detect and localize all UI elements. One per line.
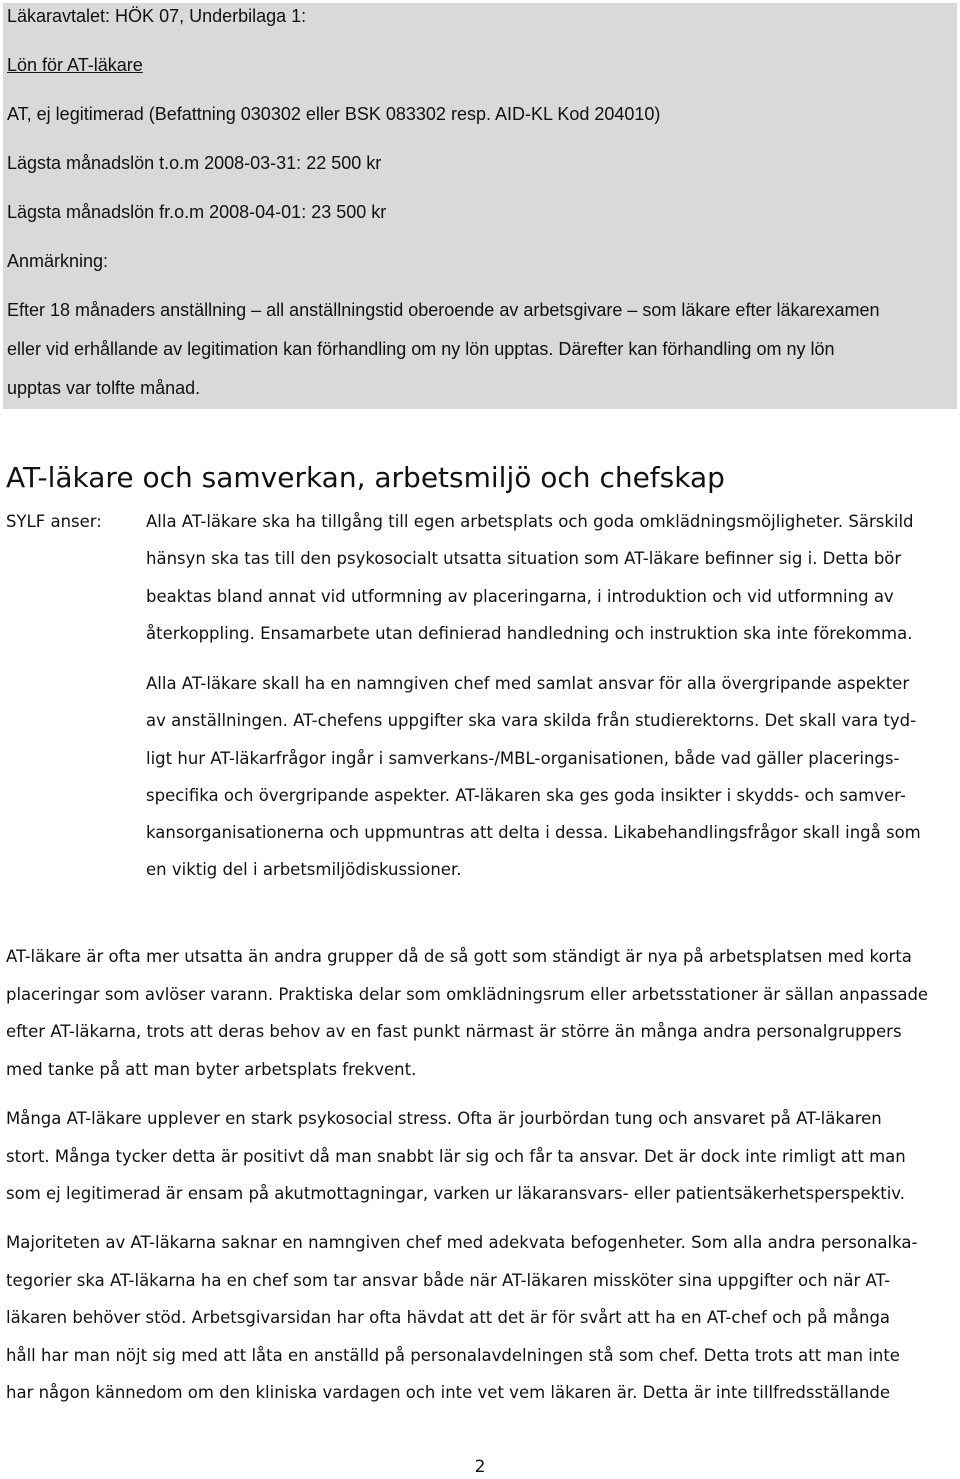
text-line: placeringar som avlöser varann. Praktiska delar som omklädningsrum eller arbetsstationer är sällan anpassade (6, 984, 929, 1004)
agreement-title: Läkaravtalet: HÖK 07, Underbilaga 1: (7, 6, 307, 26)
text-line: tegorier ska AT-läkarna ha en chef som tar ansvar både när AT-läkaren missköter sina uppgifter och när AT- (6, 1270, 891, 1290)
section-heading: AT-läkare och samverkan, arbetsmiljö och chefskap (6, 461, 725, 494)
remark-text-line: eller vid erhållande av legitimation kan förhandling om ny lön upptas. Därefter kan förhandling om ny lön (7, 339, 835, 359)
text-line: hänsyn ska tas till den psykosocialt utsatta situation som AT-läkare befinner sig i. Detta bör (146, 549, 902, 569)
text-line: Majoriteten av AT-läkarna saknar en namngiven chef med adekvata befogenheter. Som alla andra personalka- (6, 1233, 918, 1252)
text-line: kansorganisationerna och uppmuntras att delta i dessa. Likabehandlingsfrågor skall ingå som (146, 823, 921, 843)
text-line: Alla AT-läkare skall ha en namngiven chef med samlat ansvar för alla övergripande aspekter (146, 674, 910, 693)
text-line: läkaren behöver stöd. Arbetsgivarsidan har ofta hävdat att det är för svårt att ha en AT-chef och på många (6, 1308, 891, 1327)
text-line: beaktas bland annat vid utformning av placeringarna, i introduktion och vid utformning av (146, 586, 894, 606)
text-line: en viktig del i arbetsmiljödiskussioner. (146, 860, 462, 880)
salary-subheading: Lön för AT-läkare (7, 55, 143, 75)
page-number: 2 (474, 1457, 486, 1477)
text-line: Många AT-läkare upplever en stark psykosocial stress. Ofta är jourbördan tung och ansvaret på AT-läkaren (6, 1109, 882, 1128)
text-line: ligt hur AT-läkarfrågor ingår i samverkans-/MBL-organisationen, både vad gäller placerings- (146, 748, 900, 768)
text-line: Alla AT-läkare ska ha tillgång till egen arbetsplats och goda omklädningsmöjligheter. Särskild (146, 512, 914, 531)
salary-from-2008-04-01: Lägsta månadslön fr.o.m 2008-04-01: 23 500 kr (7, 202, 387, 222)
salary-until-2008-03-31: Lägsta månadslön t.o.m 2008-03-31: 22 500 kr (7, 153, 382, 173)
text-line: efter AT-läkarna, trots att deras behov av en fast punkt närmast är större än många andra personalgruppers (6, 1022, 902, 1041)
sylf-label: SYLF anser: (6, 512, 102, 531)
remark-text-line: upptas var tolfte månad. (7, 378, 201, 398)
body-paragraph-1 (6, 943, 956, 1093)
text-line: av anställningen. AT-chefens uppgifter ska vara skilda från studierektorns. Det skall vara tyd- (146, 711, 917, 731)
remark-label: Anmärkning: (7, 251, 109, 271)
sylf-paragraph-1 (146, 508, 958, 657)
text-line: håll har man nöjt sig med att låta en anställd på personalavdelningen stå som chef. Detta trots att man inte (6, 1345, 900, 1365)
text-line: återkoppling. Ensamarbete utan definierad handledning och instruktion ska inte förekomma. (146, 623, 913, 643)
text-line: som ej legitimerad är ensam på akutmottagningar, varken ur läkaransvars- eller patientsäkerhetsperspektiv. (6, 1184, 906, 1203)
text-line: AT-läkare är ofta mer utsatta än andra grupper då de så gott som ständigt är nya på arbetsplatsen med korta (6, 947, 912, 966)
text-line: specifika och övergripande aspekter. AT-läkaren ska ges goda insikter i skydds- och samver- (146, 785, 906, 805)
body-paragraph-2 (6, 1105, 956, 1218)
position-codes: AT, ej legitimerad (Befattning 030302 eller BSK 083302 resp. AID-KL Kod 204010) (7, 104, 661, 124)
remark-text-line: Efter 18 månaders anställning – all anställningstid oberoende av arbetsgivare – som läkare efter läkarexamen (7, 300, 880, 320)
text-line: med tanke på att man byter arbetsplats frekvent. (6, 1059, 417, 1079)
body-paragraph-3 (6, 1229, 956, 1417)
sylf-paragraph-2 (146, 670, 958, 894)
text-line: stort. Många tycker detta är positivt då man snabbt lär sig och får ta ansvar. Det är dock inte rimligt att man (6, 1146, 906, 1166)
text-line: har någon kännedom om den kliniska vardagen och inte vet vem läkaren är. Detta är inte tillfredsställande (6, 1383, 891, 1402)
